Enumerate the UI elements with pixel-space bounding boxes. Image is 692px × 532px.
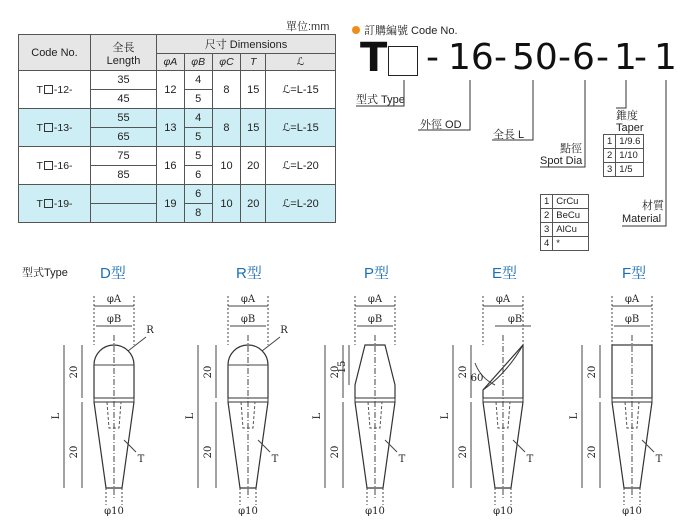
col-length-en: Length	[106, 54, 141, 67]
length-cell: 55	[91, 109, 157, 128]
type-f-title: F型	[622, 265, 647, 282]
T-cell: 20	[241, 147, 266, 185]
dim-20-label: 20	[330, 445, 341, 459]
col-phiC: φC	[212, 54, 241, 71]
list-item: 3 AlCu	[541, 223, 589, 237]
code-material: 1	[654, 37, 677, 78]
col-code-no: Code No.	[19, 35, 91, 71]
length-cell: 85	[91, 166, 157, 185]
phiB-label: φB	[367, 314, 383, 325]
phiA-label: φA	[106, 294, 122, 305]
list-item: 1 1/9.6	[604, 135, 644, 149]
T-cell: 20	[241, 185, 266, 223]
phiA-label: φA	[367, 294, 383, 305]
dim-L-label: L	[51, 412, 62, 420]
phi10-label: φ10	[622, 506, 642, 517]
length-cell: 45	[91, 90, 157, 109]
unit-label: 單位:mm	[286, 21, 330, 33]
label-taper-en: Taper	[616, 122, 644, 134]
code-od: 16	[448, 37, 494, 78]
dim-20-label: 20	[458, 365, 469, 379]
phiA-cell: 13	[157, 109, 185, 147]
R-label: R	[146, 325, 154, 336]
phiB-cell: 4	[184, 71, 212, 90]
phiA-label: φA	[624, 294, 640, 305]
T-cell: 15	[241, 71, 266, 109]
dim-20-label: 20	[587, 445, 598, 459]
type-d-title: D型	[100, 265, 126, 282]
phiC-cell: 10	[212, 147, 241, 185]
code-sep: -	[494, 37, 507, 78]
code-sep: -	[596, 37, 609, 78]
label-od: 外徑 OD	[420, 119, 462, 131]
L-cell: ℒ=L-15	[266, 71, 336, 109]
list-item: 1 CrCu	[541, 195, 589, 209]
label-taper-cn: 錐度	[616, 110, 638, 122]
phiB-cell: 6	[184, 166, 212, 185]
list-item: 4 *	[541, 237, 589, 251]
label-spot-en: Spot Dia	[540, 155, 583, 167]
dim-20-label: 20	[203, 445, 214, 459]
label-spot-cn: 點徑	[560, 143, 582, 155]
code-spot: 6	[572, 37, 595, 78]
phiA-label: φA	[495, 294, 511, 305]
code-cell: T -16-	[19, 147, 91, 185]
code-type-letter: T	[360, 35, 388, 81]
code-cell: T -13-	[19, 109, 91, 147]
phiC-cell: 8	[212, 109, 241, 147]
phiB-cell: 5	[184, 128, 212, 147]
phiA-label: φA	[240, 294, 256, 305]
phi10-label: φ10	[238, 506, 258, 517]
list-item: 2 BeCu	[541, 209, 589, 223]
label-length: 全長 L	[493, 129, 525, 141]
dim-L-label: L	[312, 412, 323, 420]
col-phiB: φB	[184, 54, 212, 71]
dim-L-label: L	[185, 412, 196, 420]
R-label: R	[280, 325, 288, 336]
phiC-cell: 8	[212, 71, 241, 109]
dim-20-label: 20	[69, 445, 80, 459]
T-leader	[385, 440, 397, 452]
drawings-caption: 型式Type	[22, 267, 68, 279]
phiB-cell: 6	[184, 185, 212, 204]
dim-L-label: L	[569, 412, 580, 420]
phiB-cell: 4	[184, 109, 212, 128]
col-dimensions: 尺寸 Dimensions	[157, 35, 336, 54]
T-cell: 15	[241, 109, 266, 147]
code-sep: -	[558, 37, 571, 78]
label-material-cn: 材質	[642, 200, 664, 212]
phiC-cell: 10	[212, 185, 241, 223]
phiB-cell: 8	[184, 204, 212, 223]
dim-20-label: 20	[69, 365, 80, 379]
label-material-en: Material	[622, 213, 662, 225]
code-sep: -	[426, 37, 439, 78]
code-taper: 1	[614, 37, 637, 78]
T-label: T	[655, 454, 663, 465]
dim-15-label: 15	[337, 360, 348, 374]
order-code-title: 訂購編號 Code No.	[352, 22, 458, 38]
dim-20-label: 20	[330, 365, 341, 379]
dim-20-label: 20	[587, 365, 598, 379]
dim-20-label: 20	[203, 365, 214, 379]
phi10-label: φ10	[493, 506, 513, 517]
phiB-label: φB	[624, 314, 640, 325]
L-cell: ℒ=L-15	[266, 109, 336, 147]
phiB-cell: 5	[184, 90, 212, 109]
col-length-cn: 全長	[112, 41, 135, 54]
type-r-title: R型	[236, 265, 262, 282]
length-cell: 65	[91, 128, 157, 147]
code-cell: T -19-	[19, 185, 91, 223]
phi10-label: φ10	[104, 506, 124, 517]
R-leader	[128, 337, 146, 351]
phiA-cell: 12	[157, 71, 185, 109]
phiB-label: φB	[106, 314, 122, 325]
type-p-title: P型	[364, 265, 390, 282]
length-cell: 75	[91, 147, 157, 166]
col-L: ℒ	[266, 54, 336, 71]
R-leader	[262, 337, 280, 351]
phiB-label: φB	[240, 314, 256, 325]
list-item: 3 1/5	[604, 163, 644, 177]
label-type: 型式 Type	[356, 94, 405, 106]
phiB-label: φB	[507, 314, 523, 325]
code-cell: T -12-	[19, 71, 91, 109]
phiA-cell: 19	[157, 185, 185, 223]
T-label: T	[271, 454, 279, 465]
length-cell: 35	[91, 71, 157, 90]
T-leader	[258, 440, 270, 452]
type-e-title: E型	[492, 265, 518, 282]
T-label: T	[137, 454, 145, 465]
phi10-label: φ10	[365, 506, 385, 517]
code-sep: -	[634, 37, 647, 78]
angle-60-label: 60	[470, 373, 484, 384]
code-length: 50	[512, 37, 558, 78]
phiA-cell: 16	[157, 147, 185, 185]
T-leader	[513, 440, 525, 452]
T-leader	[124, 440, 136, 452]
dim-20-label: 20	[458, 445, 469, 459]
col-phiA: φA	[157, 54, 185, 71]
phiB-cell: 5	[184, 147, 212, 166]
T-label: T	[398, 454, 406, 465]
T-leader	[642, 440, 654, 452]
list-item: 2 1/10	[604, 149, 644, 163]
T-label: T	[526, 454, 534, 465]
dim-L-label: L	[440, 412, 451, 420]
L-cell: ℒ=L-20	[266, 147, 336, 185]
L-cell: ℒ=L-20	[266, 185, 336, 223]
col-T: T	[241, 54, 266, 71]
